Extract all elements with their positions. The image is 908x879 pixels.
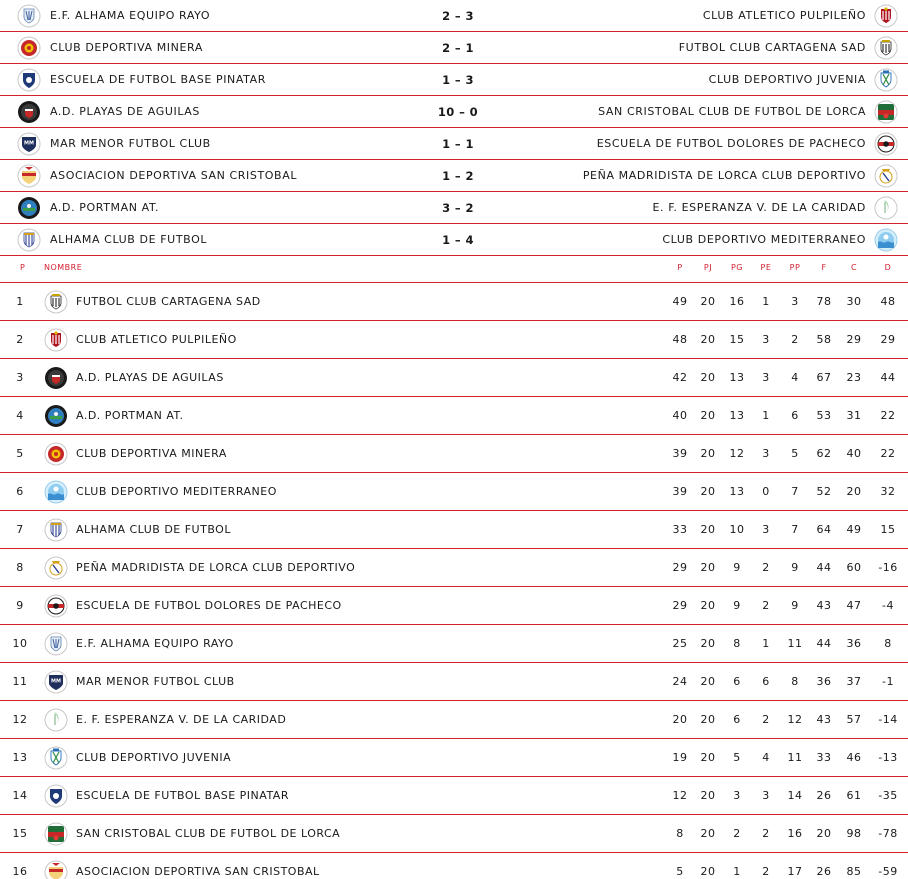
team-name[interactable]: MAR MENOR FUTBOL CLUB: [76, 675, 235, 688]
played-cell: 20: [700, 447, 716, 460]
won-cell: 13: [729, 371, 745, 384]
position-cell: 16: [12, 865, 28, 878]
drawn-cell: 6: [762, 675, 770, 688]
goal-difference-cell: -59: [878, 865, 898, 878]
esperanza-crest-icon: [874, 196, 898, 220]
match-score: 1 – 4: [442, 233, 474, 247]
lost-cell: 5: [791, 447, 799, 460]
match-row[interactable]: [0, 0, 908, 32]
goal-difference-cell: -13: [878, 751, 898, 764]
drawn-cell: 1: [762, 637, 770, 650]
lost-cell: 9: [791, 599, 799, 612]
position-cell: 4: [16, 409, 24, 422]
header-position: P: [20, 263, 26, 272]
goals-for-cell: 58: [816, 333, 832, 346]
header-lost: PP: [789, 263, 801, 272]
lost-cell: 8: [791, 675, 799, 688]
home-team-name[interactable]: E.F. ALHAMA EQUIPO RAYO: [50, 9, 211, 22]
lost-cell: 7: [791, 523, 799, 536]
goals-against-cell: 40: [846, 447, 862, 460]
lost-cell: 11: [787, 637, 803, 650]
points-cell: 29: [672, 561, 688, 574]
goals-against-cell: 37: [846, 675, 862, 688]
goal-difference-cell: -16: [878, 561, 898, 574]
madridista-lorca-crest-icon: [874, 164, 898, 188]
position-cell: 14: [12, 789, 28, 802]
points-cell: 19: [672, 751, 688, 764]
match-score: 1 – 1: [442, 137, 474, 151]
team-name[interactable]: CLUB DEPORTIVO MEDITERRANEO: [76, 485, 277, 498]
position-cell: 12: [12, 713, 28, 726]
table-row[interactable]: [0, 701, 908, 739]
pinatar-crest-icon: [17, 68, 41, 92]
won-cell: 10: [729, 523, 745, 536]
position-cell: 8: [16, 561, 24, 574]
drawn-cell: 3: [762, 333, 770, 346]
points-cell: 40: [672, 409, 688, 422]
goals-for-cell: 44: [816, 561, 832, 574]
home-team-name[interactable]: ALHAMA CLUB DE FUTBOL: [50, 233, 208, 246]
points-cell: 25: [672, 637, 688, 650]
points-cell: 8: [676, 827, 684, 840]
goals-against-cell: 85: [846, 865, 862, 878]
goals-for-cell: 52: [816, 485, 832, 498]
lost-cell: 14: [787, 789, 803, 802]
table-row[interactable]: [0, 321, 908, 359]
goals-for-cell: 67: [816, 371, 832, 384]
won-cell: 1: [733, 865, 741, 878]
table-row[interactable]: [0, 663, 908, 701]
goal-difference-cell: -78: [878, 827, 898, 840]
goals-against-cell: 20: [846, 485, 862, 498]
minera-crest-icon: [17, 36, 41, 60]
match-row[interactable]: [0, 64, 908, 96]
cartagena-crest-icon: [44, 290, 68, 314]
position-cell: 9: [16, 599, 24, 612]
drawn-cell: 2: [762, 865, 770, 878]
goal-difference-cell: -14: [878, 713, 898, 726]
table-row[interactable]: [0, 283, 908, 321]
team-name[interactable]: ALHAMA CLUB DE FUTBOL: [76, 523, 231, 536]
goals-for-cell: 26: [816, 789, 832, 802]
aguilas-crest-icon: [17, 100, 41, 124]
table-row[interactable]: [0, 473, 908, 511]
goals-for-cell: 26: [816, 865, 832, 878]
mediterraneo-crest-icon: [44, 480, 68, 504]
table-row[interactable]: [0, 359, 908, 397]
team-name[interactable]: A.D. PLAYAS DE AGUILAS: [76, 371, 224, 384]
goal-difference-cell: -35: [878, 789, 898, 802]
mar-menor-crest-icon: [17, 132, 41, 156]
match-score: 2 – 1: [442, 41, 474, 55]
won-cell: 12: [729, 447, 745, 460]
goals-against-cell: 47: [846, 599, 862, 612]
played-cell: 20: [700, 751, 716, 764]
juvenia-crest-icon: [874, 68, 898, 92]
away-team-name[interactable]: CLUB DEPORTIVO MEDITERRANEO: [662, 233, 866, 246]
position-cell: 3: [16, 371, 24, 384]
won-cell: 15: [729, 333, 745, 346]
team-name[interactable]: E. F. ESPERANZA V. DE LA CARIDAD: [76, 713, 287, 726]
match-row[interactable]: [0, 160, 908, 192]
goal-difference-cell: 29: [880, 333, 896, 346]
drawn-cell: 0: [762, 485, 770, 498]
drawn-cell: 2: [762, 599, 770, 612]
ad-san-cristobal-crest-icon: [17, 164, 41, 188]
played-cell: 20: [700, 295, 716, 308]
table-row[interactable]: [0, 397, 908, 435]
points-cell: 39: [672, 485, 688, 498]
home-team-name[interactable]: ASOCIACION DEPORTIVA SAN CRISTOBAL: [50, 169, 298, 182]
goals-for-cell: 62: [816, 447, 832, 460]
match-results-list: [0, 0, 908, 256]
played-cell: 20: [700, 599, 716, 612]
mediterraneo-crest-icon: [874, 228, 898, 252]
played-cell: 20: [700, 409, 716, 422]
away-team-name[interactable]: FUTBOL CLUB CARTAGENA SAD: [678, 41, 866, 54]
match-row[interactable]: [0, 224, 908, 256]
goals-for-cell: 33: [816, 751, 832, 764]
points-cell: 48: [672, 333, 688, 346]
drawn-cell: 3: [762, 371, 770, 384]
header-points: P: [677, 263, 683, 272]
match-score: 3 – 2: [442, 201, 474, 215]
dolores-pacheco-crest-icon: [874, 132, 898, 156]
position-cell: 15: [12, 827, 28, 840]
goals-against-cell: 98: [846, 827, 862, 840]
drawn-cell: 1: [762, 295, 770, 308]
match-row[interactable]: [0, 32, 908, 64]
position-cell: 13: [12, 751, 28, 764]
drawn-cell: 2: [762, 713, 770, 726]
won-cell: 6: [733, 675, 741, 688]
alhama-cf-crest-icon: [44, 518, 68, 542]
home-team-name[interactable]: A.D. PORTMAN AT.: [50, 201, 160, 214]
match-row[interactable]: [0, 192, 908, 224]
match-score: 10 – 0: [437, 105, 479, 119]
match-score: 1 – 2: [442, 169, 474, 183]
goals-for-cell: 43: [816, 599, 832, 612]
pulpileno-crest-icon: [44, 328, 68, 352]
header-drawn: PE: [760, 263, 772, 272]
table-row[interactable]: [0, 435, 908, 473]
goals-against-cell: 46: [846, 751, 862, 764]
lost-cell: 16: [787, 827, 803, 840]
won-cell: 9: [733, 599, 741, 612]
cartagena-crest-icon: [874, 36, 898, 60]
goals-against-cell: 49: [846, 523, 862, 536]
team-name[interactable]: PEÑA MADRIDISTA DE LORCA CLUB DEPORTIVO: [76, 561, 356, 574]
goals-against-cell: 60: [846, 561, 862, 574]
san-cristobal-lorca-crest-icon: [44, 822, 68, 846]
drawn-cell: 3: [762, 789, 770, 802]
points-cell: 29: [672, 599, 688, 612]
table-row[interactable]: [0, 815, 908, 853]
away-team-name[interactable]: ESCUELA DE FUTBOL DOLORES DE PACHECO: [596, 137, 866, 150]
lost-cell: 9: [791, 561, 799, 574]
team-name[interactable]: E.F. ALHAMA EQUIPO RAYO: [76, 637, 234, 650]
standings-table: [0, 283, 908, 879]
lost-cell: 12: [787, 713, 803, 726]
goal-difference-cell: 22: [880, 447, 896, 460]
away-team-name[interactable]: SAN CRISTOBAL CLUB DE FUTBOL DE LORCA: [598, 105, 866, 118]
lost-cell: 11: [787, 751, 803, 764]
position-cell: 6: [16, 485, 24, 498]
lost-cell: 7: [791, 485, 799, 498]
played-cell: 20: [700, 485, 716, 498]
san-cristobal-lorca-crest-icon: [874, 100, 898, 124]
drawn-cell: 3: [762, 447, 770, 460]
goals-for-cell: 44: [816, 637, 832, 650]
minera-crest-icon: [44, 442, 68, 466]
goals-against-cell: 57: [846, 713, 862, 726]
lost-cell: 6: [791, 409, 799, 422]
alhama-cf-crest-icon: [17, 228, 41, 252]
position-cell: 5: [16, 447, 24, 460]
goal-difference-cell: -4: [882, 599, 894, 612]
svg-text:MM: MM: [24, 140, 34, 147]
portman-crest-icon: [44, 404, 68, 428]
won-cell: 13: [729, 409, 745, 422]
points-cell: 20: [672, 713, 688, 726]
header-goals-for: F: [821, 263, 827, 272]
won-cell: 2: [733, 827, 741, 840]
drawn-cell: 1: [762, 409, 770, 422]
drawn-cell: 2: [762, 827, 770, 840]
table-row[interactable]: [0, 587, 908, 625]
header-goals-against: C: [850, 263, 858, 272]
home-team-name[interactable]: ESCUELA DE FUTBOL BASE PINATAR: [50, 73, 266, 86]
won-cell: 5: [733, 751, 741, 764]
goals-for-cell: 36: [816, 675, 832, 688]
team-name[interactable]: ESCUELA DE FUTBOL DOLORES DE PACHECO: [76, 599, 342, 612]
aguilas-crest-icon: [44, 366, 68, 390]
goals-against-cell: 31: [846, 409, 862, 422]
position-cell: 1: [16, 295, 24, 308]
goals-for-cell: 53: [816, 409, 832, 422]
table-row[interactable]: [0, 625, 908, 663]
goals-for-cell: 43: [816, 713, 832, 726]
standings-header: [0, 259, 908, 283]
goals-for-cell: 64: [816, 523, 832, 536]
team-name[interactable]: CLUB DEPORTIVO JUVENIA: [76, 751, 232, 764]
goal-difference-cell: 48: [880, 295, 896, 308]
drawn-cell: 2: [762, 561, 770, 574]
mar-menor-crest-icon: [44, 670, 68, 694]
team-name[interactable]: A.D. PORTMAN AT.: [76, 409, 184, 422]
goals-against-cell: 23: [846, 371, 862, 384]
lost-cell: 17: [787, 865, 803, 878]
played-cell: 20: [700, 371, 716, 384]
points-cell: 24: [672, 675, 688, 688]
team-name[interactable]: SAN CRISTOBAL CLUB DE FUTBOL DE LORCA: [76, 827, 341, 840]
goals-for-cell: 78: [816, 295, 832, 308]
position-cell: 2: [16, 333, 24, 346]
points-cell: 39: [672, 447, 688, 460]
match-row[interactable]: [0, 96, 908, 128]
esperanza-crest-icon: [44, 708, 68, 732]
alhama-rayo-crest-icon: [44, 632, 68, 656]
won-cell: 3: [733, 789, 741, 802]
goal-difference-cell: 32: [880, 485, 896, 498]
goals-against-cell: 36: [846, 637, 862, 650]
played-cell: 20: [700, 523, 716, 536]
lost-cell: 2: [791, 333, 799, 346]
pulpileno-crest-icon: [874, 4, 898, 28]
table-row[interactable]: [0, 777, 908, 815]
played-cell: 20: [700, 333, 716, 346]
lost-cell: 4: [791, 371, 799, 384]
away-team-name[interactable]: CLUB DEPORTIVO JUVENIA: [708, 73, 866, 86]
home-team-name[interactable]: CLUB DEPORTIVA MINERA: [50, 41, 203, 54]
played-cell: 20: [700, 789, 716, 802]
points-cell: 12: [672, 789, 688, 802]
goal-difference-cell: -1: [882, 675, 894, 688]
table-row[interactable]: [0, 511, 908, 549]
juvenia-crest-icon: [44, 746, 68, 770]
home-team-name[interactable]: MAR MENOR FUTBOL CLUB: [50, 137, 211, 150]
team-name[interactable]: CLUB ATLETICO PULPILEÑO: [76, 333, 237, 346]
header-name: NOMBRE: [44, 263, 83, 272]
home-team-name[interactable]: A.D. PLAYAS DE AGUILAS: [50, 105, 201, 118]
portman-crest-icon: [17, 196, 41, 220]
won-cell: 6: [733, 713, 741, 726]
away-team-name[interactable]: PEÑA MADRIDISTA DE LORCA CLUB DEPORTIVO: [582, 169, 866, 182]
played-cell: 20: [700, 561, 716, 574]
points-cell: 5: [676, 865, 684, 878]
dolores-pacheco-crest-icon: [44, 594, 68, 618]
won-cell: 16: [729, 295, 745, 308]
team-name[interactable]: ESCUELA DE FUTBOL BASE PINATAR: [76, 789, 289, 802]
goal-difference-cell: 44: [880, 371, 896, 384]
position-cell: 7: [16, 523, 24, 536]
match-score: 2 – 3: [442, 9, 474, 23]
played-cell: 20: [700, 713, 716, 726]
points-cell: 33: [672, 523, 688, 536]
team-name[interactable]: FUTBOL CLUB CARTAGENA SAD: [76, 295, 261, 308]
team-name[interactable]: CLUB DEPORTIVA MINERA: [76, 447, 227, 460]
alhama-rayo-crest-icon: [17, 4, 41, 28]
played-cell: 20: [700, 827, 716, 840]
goals-against-cell: 29: [846, 333, 862, 346]
team-name[interactable]: ASOCIACION DEPORTIVA SAN CRISTOBAL: [76, 865, 320, 878]
won-cell: 8: [733, 637, 741, 650]
won-cell: 13: [729, 485, 745, 498]
points-cell: 49: [672, 295, 688, 308]
goal-difference-cell: 22: [880, 409, 896, 422]
won-cell: 9: [733, 561, 741, 574]
table-row[interactable]: [0, 549, 908, 587]
lost-cell: 3: [791, 295, 799, 308]
madridista-lorca-crest-icon: [44, 556, 68, 580]
header-goal-difference: D: [884, 263, 892, 272]
ad-san-cristobal-crest-icon: [44, 860, 68, 879]
position-cell: 11: [12, 675, 28, 688]
table-row[interactable]: [0, 739, 908, 777]
position-cell: 10: [12, 637, 28, 650]
drawn-cell: 3: [762, 523, 770, 536]
header-played: PJ: [703, 263, 713, 272]
svg-text:MM: MM: [51, 678, 61, 685]
away-team-name[interactable]: CLUB ATLETICO PULPILEÑO: [702, 9, 866, 22]
match-score: 1 – 3: [442, 73, 474, 87]
away-team-name[interactable]: E. F. ESPERANZA V. DE LA CARIDAD: [652, 201, 866, 214]
goal-difference-cell: 8: [884, 637, 892, 650]
points-cell: 42: [672, 371, 688, 384]
goals-for-cell: 20: [816, 827, 832, 840]
drawn-cell: 4: [762, 751, 770, 764]
match-row[interactable]: [0, 128, 908, 160]
played-cell: 20: [700, 675, 716, 688]
goals-against-cell: 61: [846, 789, 862, 802]
goal-difference-cell: 15: [880, 523, 896, 536]
goals-against-cell: 30: [846, 295, 862, 308]
played-cell: 20: [700, 865, 716, 878]
header-won: PG: [730, 263, 744, 272]
table-row[interactable]: [0, 853, 908, 879]
played-cell: 20: [700, 637, 716, 650]
pinatar-crest-icon: [44, 784, 68, 808]
